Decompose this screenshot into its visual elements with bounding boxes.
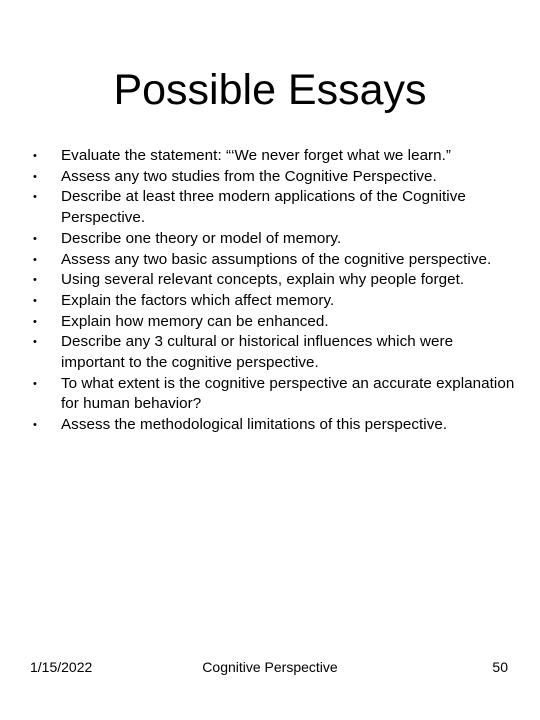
bullet-item xyxy=(0,374,540,415)
bullet-item xyxy=(0,167,540,188)
bullet-text: Using several relevant concepts, explain why people forget. xyxy=(61,271,465,289)
bullet-icon: • xyxy=(33,170,37,183)
bullet-icon: • xyxy=(33,191,37,204)
page-number: 50 xyxy=(492,659,508,675)
bullet-text: Evaluate the statement: “‘We never forget what we learn.” xyxy=(61,147,452,164)
slide-title: Possible Essays xyxy=(113,66,427,114)
bullet-icon: • xyxy=(33,419,37,432)
bullet-text: Explain the factors which affect memory. xyxy=(61,291,335,309)
bullet-icon: • xyxy=(33,274,37,287)
bullet-item xyxy=(0,415,540,436)
bullet-icon: • xyxy=(33,336,37,349)
bullet-text: Assess any two basic assumptions of the cognitive perspective. xyxy=(61,250,492,268)
footer-date: 1/15/2022 xyxy=(30,659,93,675)
bullet-icon: • xyxy=(33,232,37,245)
bullet-text: Describe one theory or model of memory. xyxy=(61,229,342,247)
bullet-icon: • xyxy=(33,377,37,390)
bullet-list xyxy=(0,146,540,436)
bullet-text: Explain how memory can be enhanced. xyxy=(61,312,329,330)
bullet-item xyxy=(0,146,540,167)
bullet-item xyxy=(0,250,540,271)
bullet-icon: • xyxy=(33,150,37,162)
bullet-icon: • xyxy=(33,253,37,266)
bullet-item xyxy=(0,332,540,373)
bullet-icon: • xyxy=(33,315,37,328)
bullet-item xyxy=(0,270,540,291)
bullet-text: To what extent is the cognitive perspective an accurate explanation for human behavior? xyxy=(61,374,515,413)
bullet-text: Assess any two studies from the Cognitive Perspective. xyxy=(61,167,437,185)
bullet-text: Describe any 3 cultural or historical influences which were important to the cognitive perspective. xyxy=(61,333,454,372)
bullet-item xyxy=(0,291,540,312)
bullet-text: Assess the methodological limitations of this perspective. xyxy=(61,416,448,434)
bullet-text: Describe at least three modern applications of the Cognitive Perspective. xyxy=(61,188,466,227)
footer-title: Cognitive Perspective xyxy=(202,659,338,675)
bullet-icon: • xyxy=(33,294,37,307)
bullet-item xyxy=(0,229,540,250)
bullet-item xyxy=(0,187,540,228)
bullet-item xyxy=(0,312,540,333)
